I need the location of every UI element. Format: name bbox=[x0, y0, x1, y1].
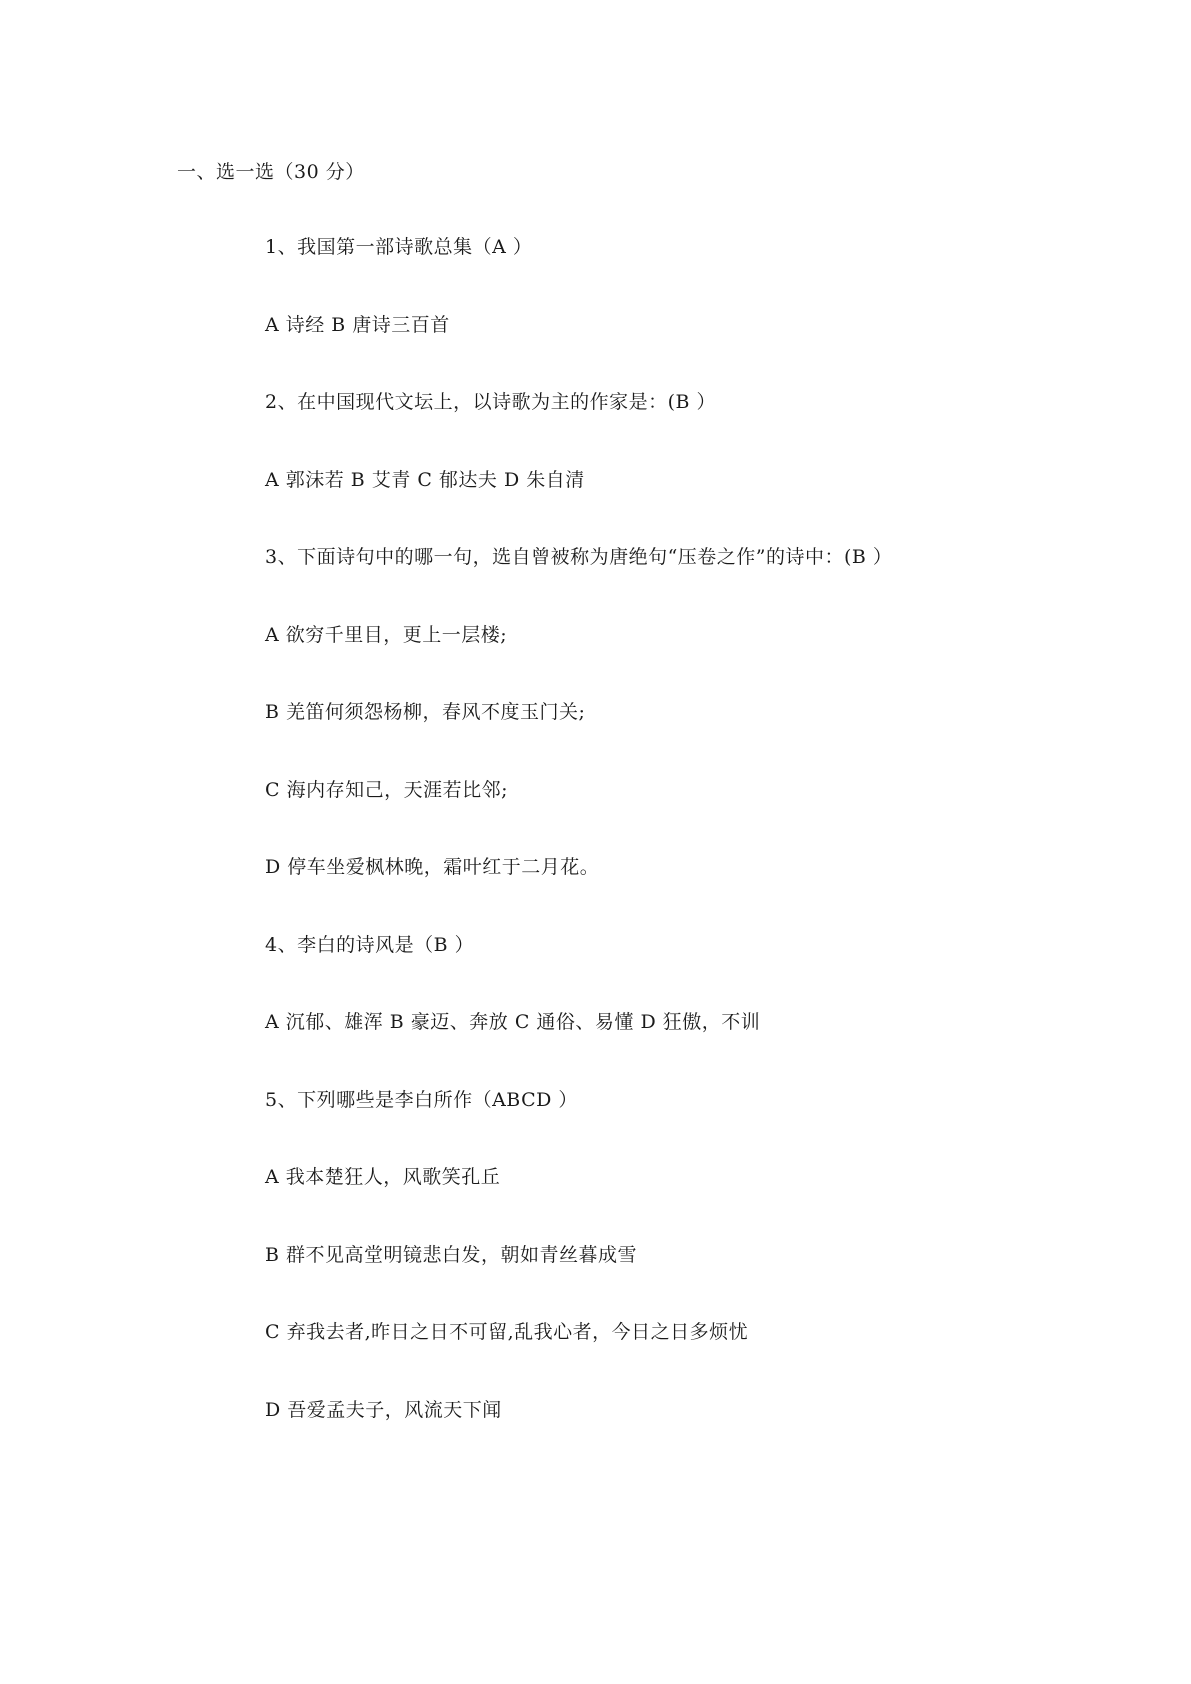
question-3-option-a: A 欲穷千里目，更上一层楼; bbox=[265, 624, 508, 646]
section-title: 一、选一选（30 分） bbox=[177, 161, 365, 183]
question-4-options: A 沉郁、雄浑 B 豪迈、奔放 C 通俗、易懂 D 狂傲，不训 bbox=[265, 1011, 761, 1033]
question-2-options: A 郭沫若 B 艾青 C 郁达夫 D 朱自清 bbox=[265, 469, 585, 491]
question-1: 1、我国第一部诗歌总集（A ） bbox=[265, 236, 533, 258]
question-5-option-b: B 群不见高堂明镜悲白发，朝如青丝暮成雪 bbox=[265, 1244, 638, 1266]
question-1-options: A 诗经 B 唐诗三百首 bbox=[265, 314, 450, 336]
question-5-option-c: C 弃我去者,昨日之日不可留,乱我心者，今日之日多烦忧 bbox=[265, 1321, 749, 1343]
question-3-option-c: C 海内存知己，天涯若比邻; bbox=[265, 779, 508, 801]
question-3: 3、下面诗句中的哪一句，选自曾被称为唐绝句“压卷之作”的诗中：(B ） bbox=[265, 546, 893, 568]
question-5-option-a: A 我本楚狂人，风歌笑孔丘 bbox=[265, 1166, 501, 1188]
question-4: 4、李白的诗风是（B ） bbox=[265, 934, 475, 956]
question-5: 5、下列哪些是李白所作（ABCD ） bbox=[265, 1089, 578, 1111]
question-2: 2、在中国现代文坛上，以诗歌为主的作家是：(B ） bbox=[265, 391, 717, 413]
question-3-option-b: B 羌笛何须怨杨柳，春风不度玉门关; bbox=[265, 701, 586, 723]
question-3-option-d: D 停车坐爱枫林晚，霜叶红于二月花。 bbox=[265, 856, 600, 878]
question-5-option-d: D 吾爱孟夫子，风流天下闻 bbox=[265, 1399, 502, 1421]
